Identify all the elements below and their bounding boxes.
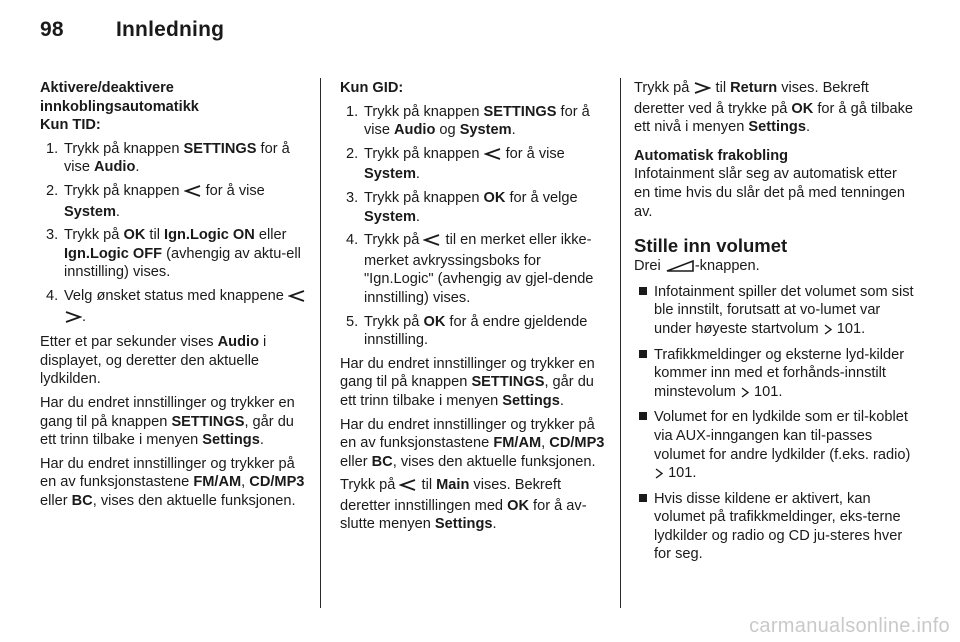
list-item: 3. Trykk på knappen OK for å velge System. [346, 189, 578, 225]
list-item: Trafikkmeldinger og eksterne lyd-kilder kommer inn med et forhånds-innstilt minstevolum 101. [634, 346, 914, 404]
section-heading: Aktivere/deaktivere innkoblingsautomatikk [40, 80, 199, 115]
bullet-list [634, 283, 914, 564]
bullet-icon [639, 350, 647, 358]
list-item: 1. Trykk på knappen SETTINGS for å vise Audio. [46, 140, 290, 176]
list-item: 4. Trykk på til en merket eller ikke-merket avkryssingsboks for "Ign.Logic" (avhengig av gjel-dende innstilling) vises. [346, 232, 594, 306]
paragraph: Drei -knappen. [634, 257, 914, 278]
list-item: 5. Trykk på OK for å endre gjeldende innstilling. [346, 313, 588, 349]
left-arrow-icon [288, 289, 306, 308]
bullet-icon [639, 412, 647, 420]
list-item: 1. Trykk på knappen SETTINGS for å vise Audio og System. [346, 103, 590, 139]
paragraph: Trykk på til Return vises. Bekreft deretter ved å trykke på OK for å gå tilbake ett nivå i menyen Settings. [634, 80, 914, 136]
left-arrow-icon [484, 147, 502, 166]
list-item: Volumet for en lydkilde som er til-koblet via AUX-inngangen kan til-passes volumet for andre lydkilder (f.eks. radio) 101. [634, 408, 914, 484]
left-arrow-icon [399, 478, 417, 497]
paragraph: Har du endret innstillinger og trykker en gang til på knappen SETTINGS, går du ett trinn tilbake i menyen Settings. [40, 394, 295, 449]
list-item: 2. Trykk på knappen for å vise System. [46, 182, 265, 220]
left-arrow-icon [184, 184, 202, 203]
paragraph: Har du endret innstillinger og trykker på en av funksjonstastene FM/AM, CD/MP3 eller BC, vises den aktuelle funksjonen. [340, 416, 605, 470]
list-item: 3. Trykk på OK til Ign.Logic ON eller Ign.Logic OFF (avhengig av aktu-ell innstilling) vises. [46, 227, 301, 281]
column-divider [320, 78, 321, 608]
list-item: Hvis disse kildene er aktivert, kan volumet på trafikkmeldinger, eks-terne lydkilder og radio og CD ju-steres hver for seg. [634, 490, 914, 564]
left-arrow-icon [423, 233, 441, 252]
right-arrow-icon [64, 310, 82, 329]
page-reference-icon [740, 385, 750, 404]
step-list [40, 140, 308, 328]
watermark: carmanualsonline.info [749, 615, 950, 637]
section-heading-volume: Stille inn volumet [634, 235, 788, 257]
column-3 [634, 79, 914, 564]
list-item: Infotainment spiller det volumet som sist ble innstilt, forutsatt at vo-lumet var under høyeste startvolum 101. [634, 283, 914, 341]
list-item: 2. Trykk på knappen for å vise System. [346, 145, 565, 183]
page-title: Innledning [116, 18, 225, 41]
page-number: 98 [40, 18, 64, 41]
paragraph: Trykk på til Main vises. Bekreft deretter innstillingen med OK for å av-slutte menyen Settings. [340, 477, 587, 533]
page-reference-icon [654, 466, 664, 485]
subheading-auto-off: Automatisk frakobling [634, 147, 789, 164]
paragraph: Har du endret innstillinger og trykker en gang til på knappen SETTINGS, går du ett trinn tilbake i menyen Settings. [340, 355, 595, 409]
page-reference-icon [823, 322, 833, 341]
list-item: 4. Velg ønsket status med knappene . [40, 287, 308, 328]
column-1 [40, 79, 308, 510]
volume-knob-icon [665, 259, 695, 278]
page-header [40, 18, 224, 48]
paragraph: Etter et par sekunder vises Audio i displayet, og deretter den aktuelle lydkilden. [40, 334, 267, 388]
column-2 [340, 79, 608, 534]
bullet-icon [639, 494, 647, 502]
step-list [340, 103, 608, 350]
subheading-gid: Kun GID: [340, 80, 404, 96]
subheading-tid: Kun TID: [40, 117, 101, 134]
paragraph: Har du endret innstillinger og trykker på en av funksjonstastene FM/AM, CD/MP3 eller BC, vises den aktuelle funksjonen. [40, 455, 305, 509]
bullet-icon [639, 287, 647, 295]
column-divider [620, 78, 621, 608]
paragraph: Infotainment slår seg av automatisk etter en time hvis du slår det på med tenningen av. [634, 166, 905, 220]
right-arrow-icon [693, 81, 711, 100]
